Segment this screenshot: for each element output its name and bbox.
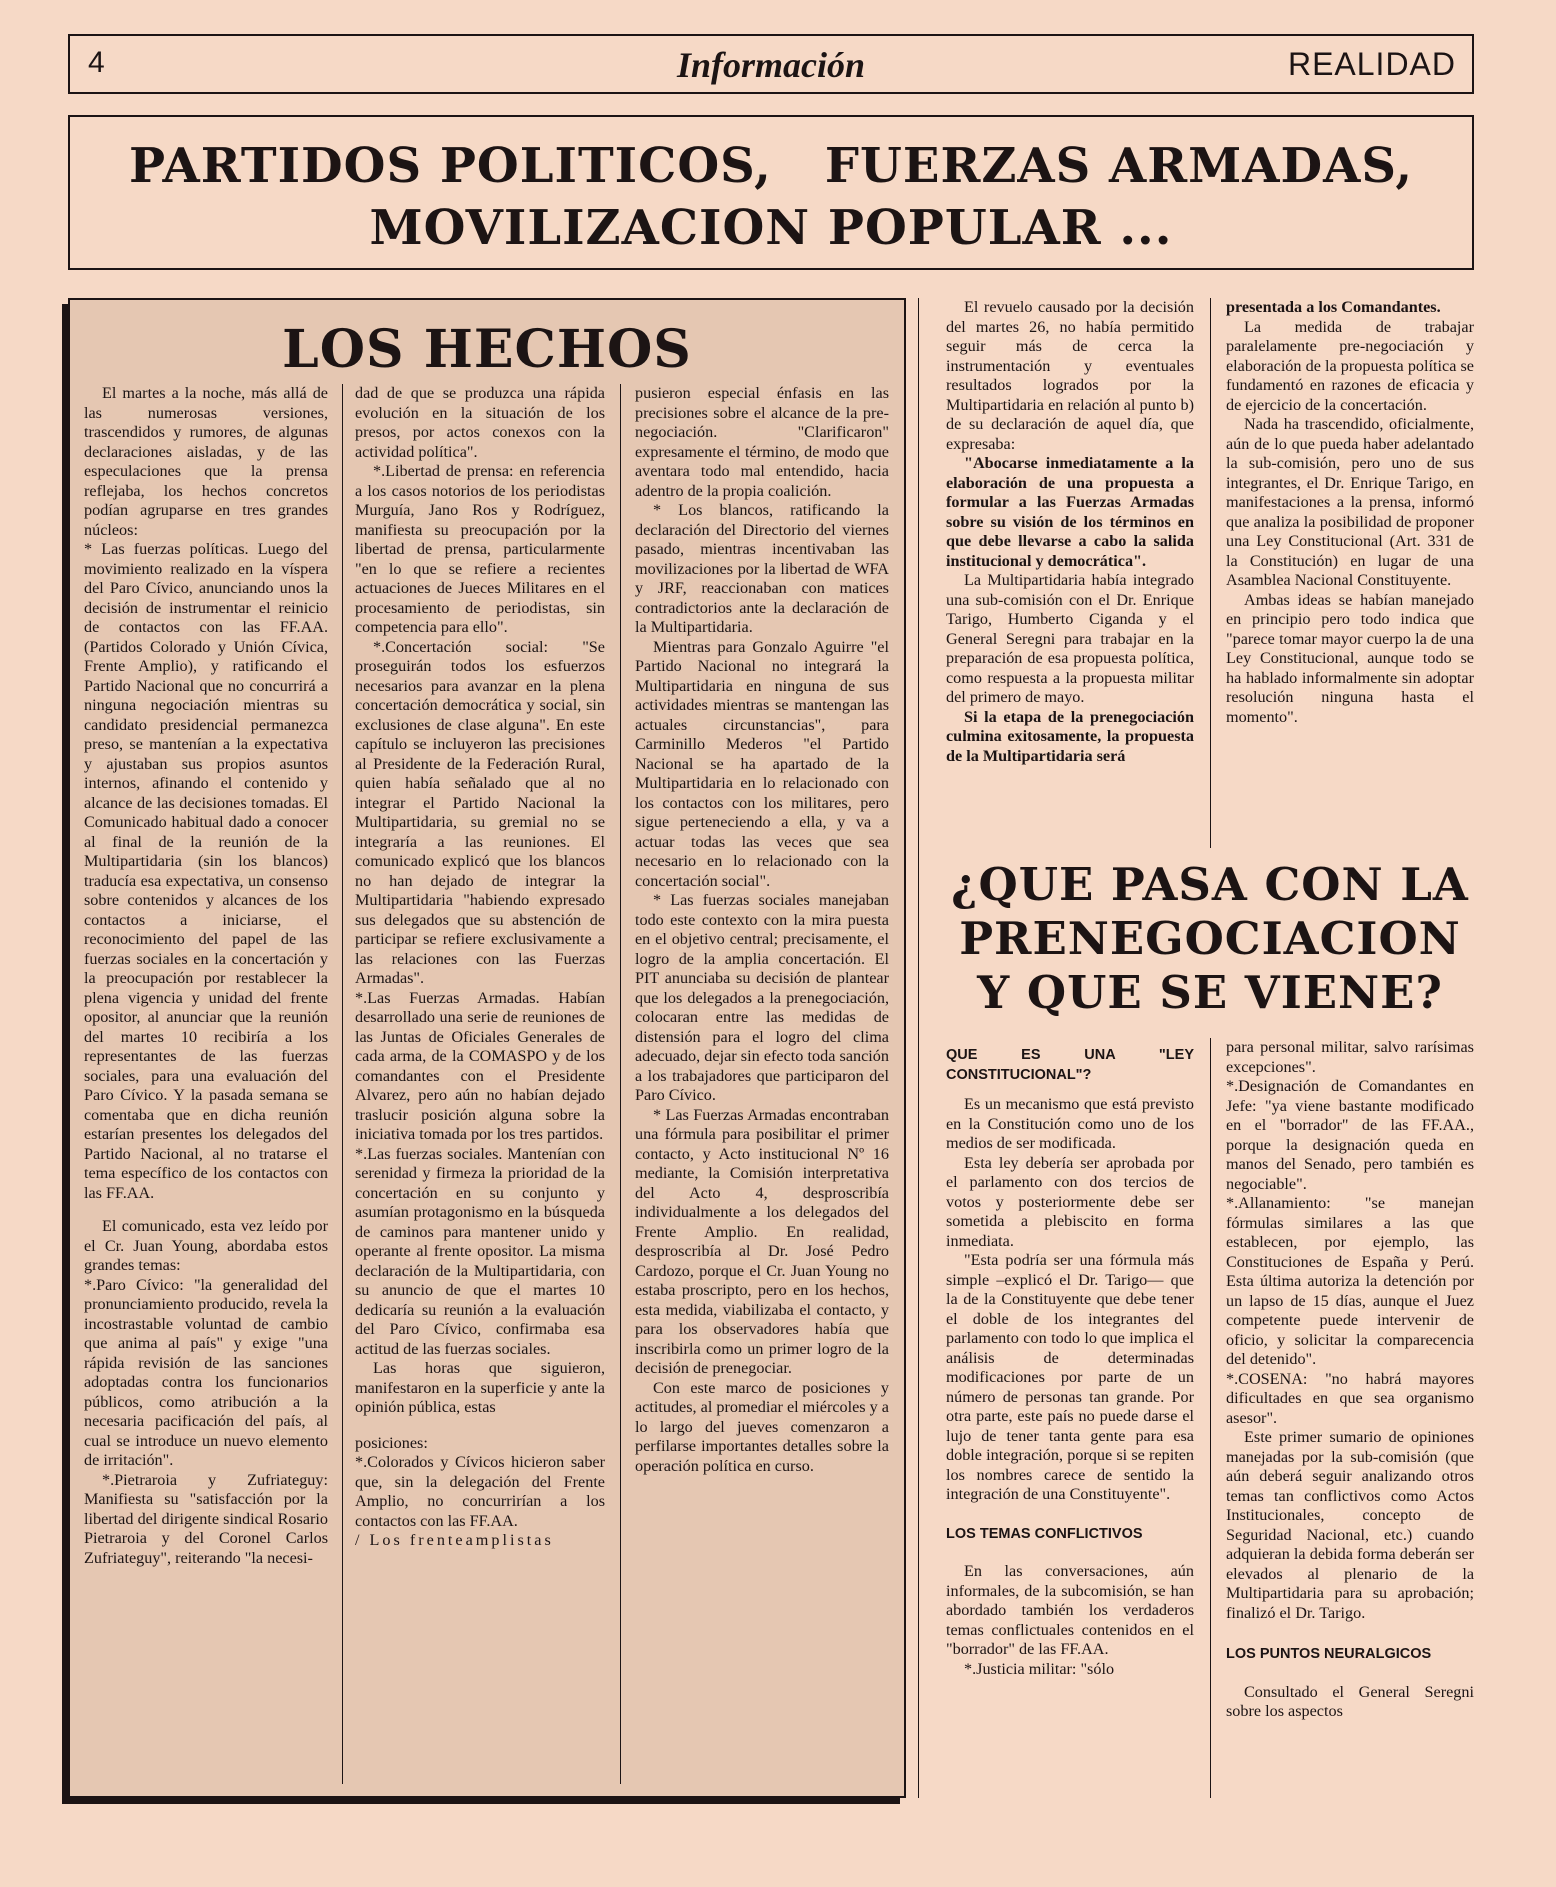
los-hechos-box [68,298,906,1798]
column-divider [342,384,343,1784]
headline-line-2: MOVILIZACION POPULAR ... [369,200,1173,256]
los-hechos-title: LOS HECHOS [282,319,692,380]
right-column-2 [1226,298,1474,853]
paragraph: * Las Fuerzas Armadas encontraban una fórmula para posibilitar el primer contacto, y Acto institucional Nº 16 mediante, la Comisión interpretativa del Acto 4, desproscribía individualmente a los delegados del Frente Amplio. En realidad, desproscribía al Dr. José Pedro Cardozo, porque el Cr. Juan Young no estaba proscripto, pero en los hechos, esta medida, viabilizaba el contacto, y para los observadores había que inscribirla como un primer logro de la decisión de prenegociar. [635,1105,889,1377]
paragraph: *.Libertad de prensa: en referencia a los casos notorios de los periodistas Murguía, Jano Ros y Rodríguez, manifiesta su preocupación por la libertad de prensa, particularmente "en lo que se refiere a recientes actuaciones de Jueces Militares en el procesamiento de periodistas, sin competencia para ello". [355,462,605,636]
paragraph: La Multipartidaria había integrado una sub-comisión con el Dr. Enrique Tarigo, Humberto Ciganda y el General Seregni para trabajar en la preparación de esa propuesta política, como respuesta a la propuesta militar del primero de mayo. [946,571,1194,706]
paragraph: / Los frenteamplistas [355,1531,554,1549]
paragraph: *.Pietraroia y Zufriateguy: Manifiesta su "satisfacción por la libertad del dirigente sindical Rosario Pietraroia y del Coronel Carlos Zufriateguy", reiterando "la necesi- [84,1470,328,1567]
paragraph: Consultado el General Seregni sobre los aspectos [1226,1682,1474,1720]
paragraph: Este primer sumario de opiniones manejadas por la sub-comisión (que aún deberá seguir analizando otros temas tan conflictivos como Actos Institucionales, concepto de Seguridad Nacional, etc.) cuando adquieran la debida forma deberán ser elevados al plenario de la Multipartidaria para su aprobación; finalizó el Dr. Tarigo. [1226,1428,1474,1622]
paragraph: Mientras para Gonzalo Aguirre "el Partido Nacional no integrará la Multipartidaria en ninguna de sus actividades mientras se mantengan las actuales circunstancias", para Carminillo Mederos "el Partido Nacional se ha apartado de la Multipartidaria en lo relacionado con los contactos con los militares, pero sigue perteneciendo a ella, y va a actuar todas las veces que sea necesario en lo relacionado con la concertación social". [635,637,889,890]
section-title: Información [676,45,866,85]
headline-line-1: PARTIDOS POLITICOS, FUERZAS ARMADAS, [128,138,1414,194]
subheading: QUE ES UNA "LEY CONSTITUCIONAL"? [946,1047,1194,1083]
hechos-column-1 [84,384,328,1786]
paragraph: Con este marco de posiciones y actitudes, al promediar el miércoles y a lo largo del jueves comenzaron a perfilarse importantes detalles sobre la operación política en curso. [635,1378,889,1475]
paragraph: *.Concertación social: "Se proseguirán todos los esfuerzos necesarios para avanzar en la plena concertación democrática y social, sin exclusiones de clase alguna". En este capítulo se incluyeron las precisiones al Presidente de la Federación Rural, quien había señalado que al no integrar el Partido Nacional la Multipartidaria, su gremial no se integraría a las reuniones. El comunicado explicó que los blancos no han dejado de integrar la Multipartidaria "habiendo expresado sus delegados que su abstención de participar se refiere exclusivamente a las relaciones con las Fuerzas Armadas". [355,637,605,987]
que-pasa-line-3: Y QUE SE VIENE? [977,966,1443,1019]
column-divider [1210,298,1211,848]
paragraph: El revuelo causado por la decisión del martes 26, no había permitido seguir más de cerca la instrumentación y eventuales resultados logrados por la Multipartidaria en relación al punto b) de su declaración de aquel día, que expresaba: [946,298,1194,453]
paragraph: Es un mecanismo que está previsto en la Constitución como uno de los medios de ser modificada. [946,1095,1194,1152]
paragraph: pusieron especial énfasis en las precisiones sobre el alcance de la pre-negociación. "Clarificaron" expresamente el término, de modo que aventara todo mal entendido, hacia adentro de la propia coalición. [635,384,889,500]
paragraph: Esta ley debería ser aprobada por el parlamento con dos tercios de votos y posteriormente debe ser sometida a plebiscito en forma inmediata. [946,1153,1194,1250]
paragraph: Si la etapa de la prenegociación culmina exitosamente, la propuesta de la Multipartidaria será [946,707,1194,765]
hechos-column-2 [355,384,605,1786]
paragraph: Ambas ideas se habían manejado en principio pero todo indica que "parece tomar mayor cuerpo la de una Ley Constitucional, aunque todo se ha hablado informalmente sin adoptar resolución ninguna hasta el momento". [1226,590,1474,726]
paragraph: Nada ha trascendido, oficialmente, aún de lo que pueda haber adelantado la sub-comisión, pero uno de sus integrantes, el Dr. Enrique Tarigo, en manifestaciones a la prensa, informó que analiza la posibilidad de proponer una Ley Constitucional (Art. 331 de la Constitución) en lugar de una Asamblea Nacional Constituyente. [1226,415,1474,589]
que-pasa-line-1: ¿QUE PASA CON LA [951,858,1469,911]
paragraph: presentada a los Comandantes. [1226,298,1441,316]
main-headline-text [70,117,1472,259]
paragraph: dad de que se produzca una rápida evolución en la situación de los presos, por actos conexos con la actividad política". [355,384,605,461]
paragraph: "Esta podría ser una fórmula más simple –explicó el Dr. Tarigo— que la de la Constituyente que debe tener el doble de los integrantes del parlamento con todo lo que implica el análisis de determinadas modificaciones por parte de un número de personas tan grande. Por otra parte, este país no puede darse el lujo de tener tanta gente para esa doble integración, porque si se repiten los nombres carece de sentido la integración de una Constituyente". [946,1251,1194,1503]
que-pasa-column-1 [946,1038,1194,1798]
paragraph: En las conversaciones, aún informales, de la subcomisión, se han abordado también los verdaderos temas conflictuales contenidos en el "borrador" de las FF.AA. [946,1562,1194,1658]
paragraph: *.Las fuerzas sociales. Mantenían con serenidad y firmeza la prioridad de la concertación en su conjunto y asumían protagonismo en la búsqueda de caminos para mantener unido y operante al frente opositor. La misma declaración de la Multipartidaria, con su anuncio de que el martes 10 dedicaría su reunión a la evaluación del Paro Cívico, confirmaba esa actitud de las fuerzas sociales. [355,1144,605,1358]
column-divider [1210,1038,1211,1798]
main-headline [68,115,1474,270]
page-number: 4 [88,46,105,79]
paragraph: *.Las Fuerzas Armadas. Habían desarrollado una serie de reuniones de las Juntas de Oficiales Generales de cada arma, de la COMASPO y de los comandantes con el Presidente Alvarez, pero aún no habían dejado traslucir posición alguna sobre la iniciativa tomada por los tres partidos. [355,988,605,1143]
paragraph: *.Designación de Comandantes en Jefe: "ya viene bastante modificado en el "borrador" de las FF.AA., porque la designación queda en manos del Senado, pero también es negociable". [1226,1077,1474,1193]
masthead [68,34,1474,94]
paragraph: "Abocarse inmediatamente a la elaboración de una propuesta a formular a las Fuerzas Armadas sobre su visión de los términos en que debe llevarse a cabo la salida institucional y democrática". [946,454,1194,570]
que-pasa-column-2 [1226,1038,1474,1798]
subheading: LOS TEMAS CONFLICTIVOS [946,1525,1143,1542]
paragraph: para personal militar, salvo rarísimas excepciones". [1226,1038,1474,1076]
paragraph: * Los blancos, ratificando la declaración del Directorio del viernes pasado, mientras incentivaban las movilizaciones por la libertad de WFA y JRF, reaccionaban con matices contradictorios ante la declaración de la Multipartidaria. [635,501,889,636]
paragraph: *.Colorados y Cívicos hicieron saber que, sin la delegación del Frente Amplio, no concurrirían a los contactos con las FF.AA. [355,1453,605,1530]
column-divider [620,384,621,1784]
paragraph: * Las fuerzas sociales manejaban todo este contexto con la mira puesta en el objetivo central; precisamente, el logro de la amplia concertación. El PIT anunciaba su decisión de plantear que los delegados a la prenegociación, colocaran entre las medidas de distensión para el logro del clima adecuado, dejar sin efecto toda sanción a los trabajadores que participaron del Paro Cívico. [635,891,889,1104]
publication-name: REALIDAD [1287,46,1456,82]
paragraph: posiciones: [355,1433,428,1452]
paragraph: * Las fuerzas políticas. Luego del movimiento realizado en la víspera del Paro Cívico, anunciando unos la decisión de instrumentar el reinicio de contactos con las FF.AA. (Partidos Colorado y Unión Cívica, Frente Amplio), y ratificando el Partido Nacional que no concurrirá a ninguna negociación mientras su candidato presidencial permanezca preso, se mantenían a la expectativa y ajustaban sus propios asuntos internos, afinando el contenido y alcance de las decisiones tomadas. El Comunicado habitual dado a conocer al final de la reunión de la Multipartidaria (sin los blancos) traducía esa expectativa, un consenso sobre contenidos y alcances de los contactos a iniciarse, el reconocimiento del papel de las fuerzas sociales en la concertación y la preocupación por restablecer la plena vigencia y unidad del frente opositor, al anunciar que la reunión del martes 10 recibiría a los representantes de las fuerzas sociales, para una evaluación del Paro Cívico. Y la pasada semana se comentaba que en dicha reunión estarían presentes los delegados del Partido Nacional, al no tratarse el tema específico de los contactos con las FF.AA. [84,540,328,1202]
paragraph: *.Justicia militar: "sólo [964,1659,1115,1678]
right-column-1 [946,298,1194,853]
paragraph: *.Paro Cívico: "la generalidad del pronunciamiento producido, revela la incostrastable voluntad de cambio que anima al país" y exige "una rápida revisión de las sanciones adoptadas contra los funcionarios públicos, como atribución a la necesaria pacificación del país, al cual se introduce un nuevo elemento de irritación". [84,1275,328,1469]
paragraph: *.COSENA: "no habrá mayores dificultades en que sea organismo asesor". [1226,1369,1474,1427]
paragraph: *.Allanamiento: "se manejan fórmulas similares a las que establecen, por ejemplo, las Constituciones de España y Perú. Esta última autoriza la detención por un lapso de 15 días, aunque el Juez competente puede intervenir de oficio, y solicitar la comparecencia del detenido". [1226,1194,1474,1368]
column-divider [918,298,919,1798]
que-pasa-headline [930,858,1490,1020]
subheading: LOS PUNTOS NEURALGICOS [1226,1646,1432,1662]
paragraph: El martes a la noche, más allá de las numerosas versiones, trascendidos y rumores, de algunas declaraciones aisladas, y de las especulaciones que la prensa reflejaba, los hechos concretos podían agruparse en tres grandes núcleos: [84,384,328,539]
paragraph: El comunicado, esta vez leído por el Cr. Juan Young, abordaba estos grandes temas: [84,1217,328,1274]
paragraph: Las horas que siguieron, manifestaron en la superficie y ante la opinión pública, estas [355,1359,605,1416]
que-pasa-line-2: PRENEGOCIACION [959,912,1461,965]
hechos-column-3 [635,384,889,1786]
paragraph: La medida de trabajar paralelamente pre-negociación y elaboración de la propuesta política se fundamentó en razones de eficacia y de ejercicio de la concertación. [1226,317,1474,414]
